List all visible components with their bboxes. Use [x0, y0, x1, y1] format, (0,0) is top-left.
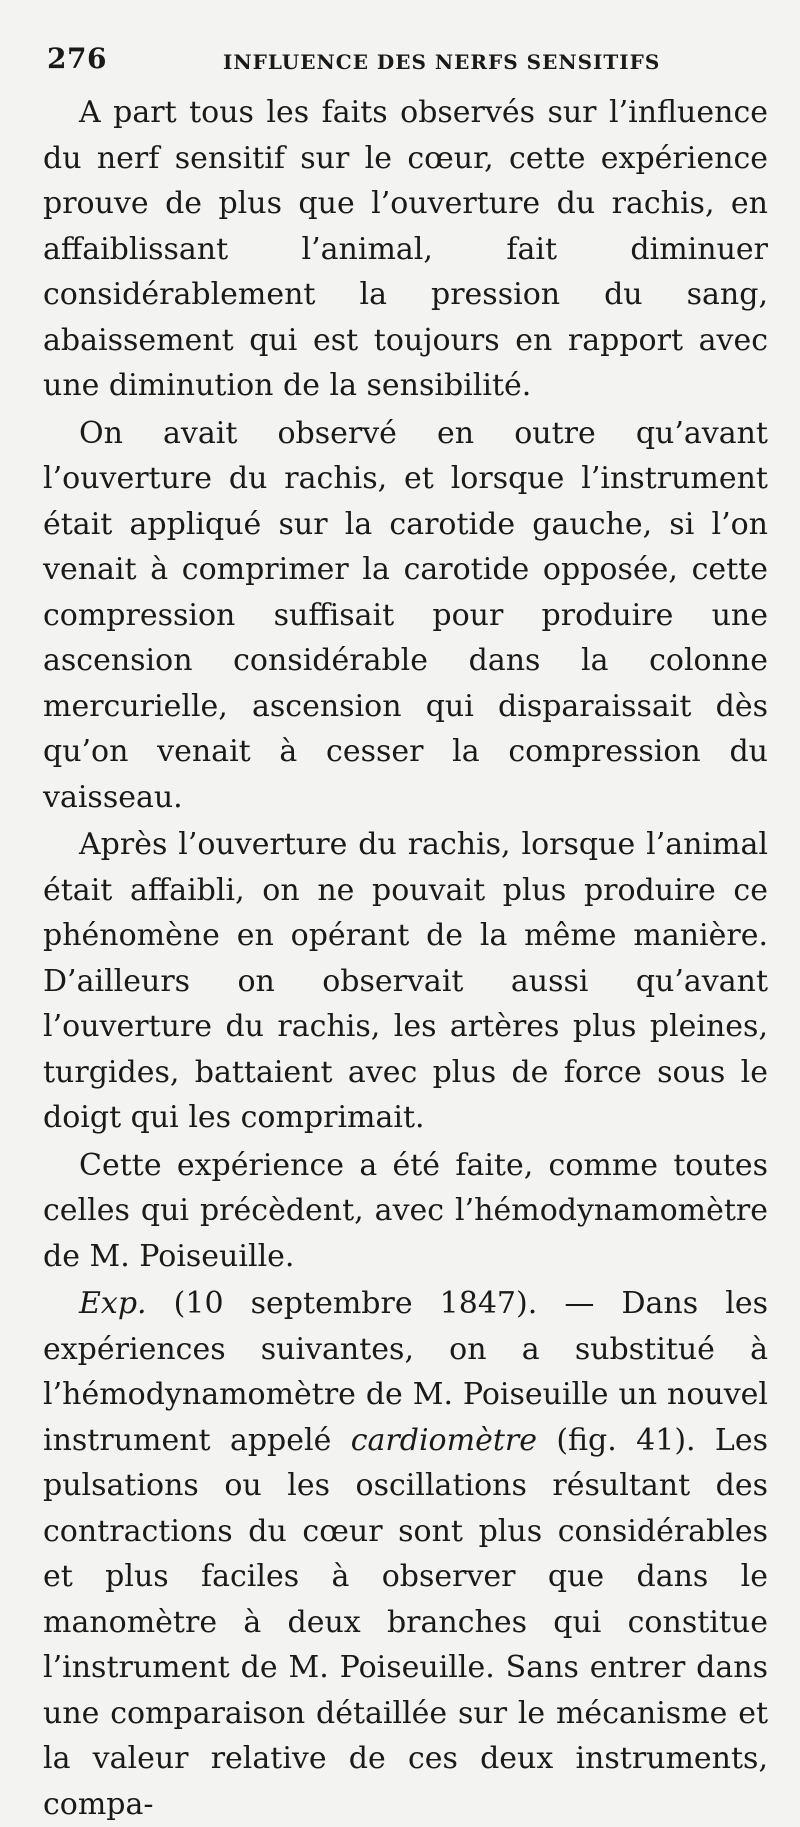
page-header [43, 34, 768, 90]
paragraph-3 [43, 822, 768, 1141]
paragraph-2-text: On avait observé en outre qu’avant l’ouverture du rachis, et lorsque l’instrument était appliqué sur la carotide gauche, si l’on venait à comprimer la carotide opposée, cette compression suffisait pour produire une ascension considérable dans la colonne mercurielle, ascension qui disparaissait dès qu’on venait à cesser la compression du vaisseau. [43, 415, 768, 815]
paragraph-4 [43, 1143, 768, 1280]
paragraph-5-text: (10 septembre 1847). — Dans les expériences suivantes, on a substitué à l’hémodynamomètre de M. Poiseuille un nouvel instrument appelé [43, 1286, 768, 1458]
paragraph-2 [43, 411, 768, 821]
paragraph-4-text: Cette expérience a été faite, comme toutes celles qui précèdent, avec l’hémodynamomètre de M. Poiseuille. [43, 1147, 768, 1274]
running-head: INFLUENCE DES NERFS SENSITIFS [223, 50, 661, 74]
paragraph-1 [43, 90, 768, 409]
instrument-name: cardiomètre [350, 1422, 537, 1458]
paragraph-5 [43, 1281, 768, 1827]
experiment-label: Exp. [79, 1286, 147, 1321]
paragraph-3-text: Après l’ouverture du rachis, lorsque l’animal était affaibli, on ne pouvait plus produire ce phénomène en opérant de la même manière. D’ailleurs on observait aussi qu’avant l’ouverture du rachis, les artères plus pleines, turgides, battaient avec plus de force sous le doigt qui les comprimait. [43, 827, 768, 1135]
page-body [43, 90, 768, 1827]
paragraph-5-text-after: (fig. 41). Les pulsations ou les oscillations résultant des contractions du cœur sont plus considérables et plus faciles à observer que dans le manomètre à deux branches qui constitue l’instrument de M. Poiseuille. Sans entrer dans une comparaison détaillée sur le mécanisme et la valeur relative de ces deux instruments, compa- [43, 1422, 768, 1822]
paragraph-1-text: A part tous les faits observés sur l’influence du nerf sensitif sur le cœur, cette expérience prouve de plus que l’ouverture du rachis, en affaiblissant l’animal, fait diminuer considérablement la pression du sang, abaissement qui est toujours en rapport avec une diminution de la sensibilité. [43, 95, 768, 403]
page-number: 276 [47, 42, 107, 75]
